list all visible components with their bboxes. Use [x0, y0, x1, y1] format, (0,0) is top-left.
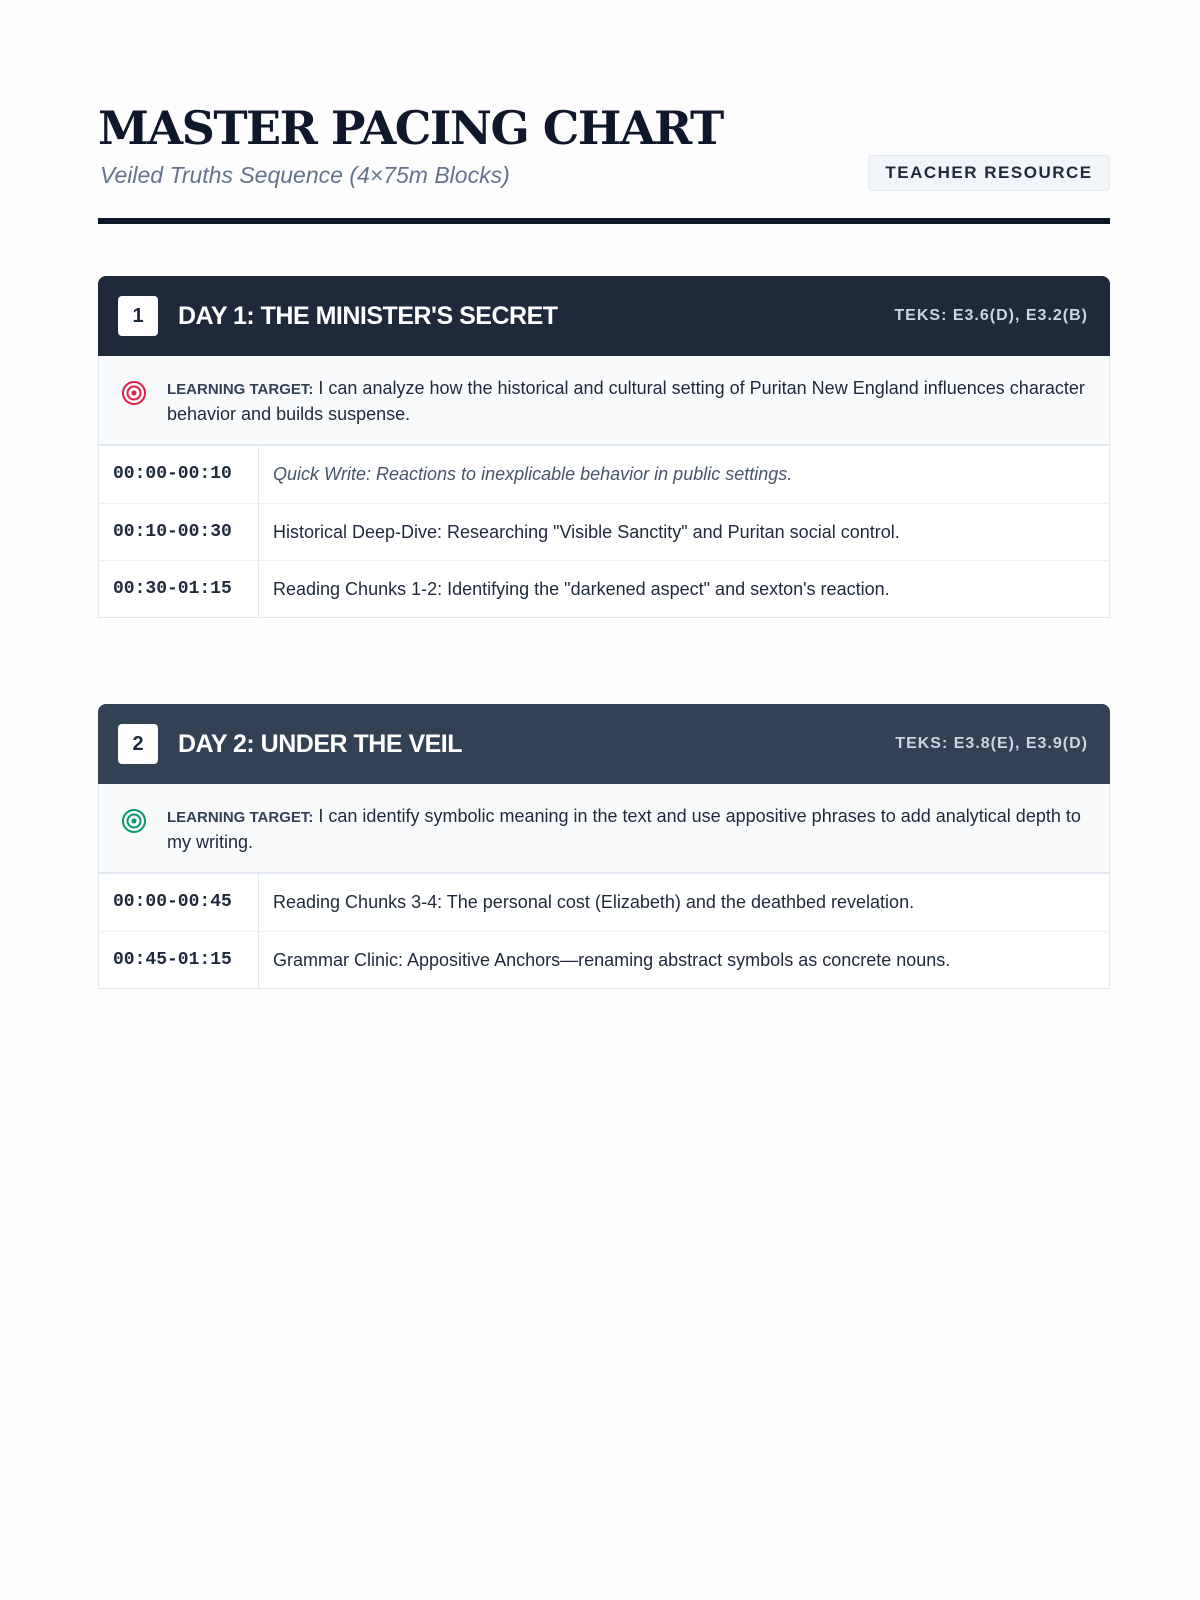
learning-target [98, 356, 1110, 446]
learning-target-label: LEARNING TARGET: [167, 809, 314, 826]
table-row [99, 446, 1109, 503]
table-row [99, 931, 1109, 988]
teacher-resource-badge: TEACHER RESOURCE [868, 155, 1110, 191]
table-row [99, 874, 1109, 931]
page [98, 0, 1110, 970]
header-divider [98, 218, 1110, 224]
learning-target-text [167, 804, 1087, 854]
table-row [99, 560, 1109, 617]
day-2-header [98, 704, 1110, 784]
time-range: 00:00-00:10 [99, 446, 259, 503]
time-range: 00:00-00:45 [99, 874, 259, 931]
day-title: DAY 2: UNDER THE VEIL [178, 730, 463, 758]
schedule-table [98, 446, 1110, 618]
activity-description: Grammar Clinic: Appositive Anchors—renaming abstract symbols as concrete nouns. [273, 950, 951, 970]
learning-target-label: LEARNING TARGET: [167, 381, 314, 398]
activity-description: Quick Write: Reactions to inexplicable behavior in public settings. [273, 464, 793, 484]
day-1-header [98, 276, 1110, 356]
page-title: MASTER PACING CHART [98, 101, 723, 155]
page-subtitle: Veiled Truths Sequence (4×75m Blocks) [100, 162, 510, 188]
learning-target-statement: I can analyze how the historical and cultural setting of Puritan New England influences character behavior and builds suspense. [167, 378, 1085, 424]
activity-description: Reading Chunks 3-4: The personal cost (Elizabeth) and the deathbed revelation. [273, 892, 915, 912]
time-range: 00:10-00:30 [99, 504, 259, 560]
learning-target [98, 784, 1110, 874]
learning-target-statement: I can identify symbolic meaning in the text and use appositive phrases to add analytical depth to my writing. [167, 806, 1081, 852]
day-1-card [98, 276, 1110, 618]
table-row [99, 503, 1109, 560]
time-range: 00:30-01:15 [99, 561, 259, 617]
activity-description: Historical Deep-Dive: Researching "Visible Sanctity" and Puritan social control. [273, 522, 900, 542]
day-2-card [98, 704, 1110, 989]
teks-standards: TEKS: E3.6(D), E3.2(B) [894, 307, 1088, 324]
page-header [98, 0, 1110, 226]
day-number-badge: 2 [118, 724, 158, 764]
learning-target-text [167, 376, 1087, 426]
time-range: 00:45-01:15 [99, 932, 259, 988]
target-icon [121, 808, 147, 834]
schedule-table [98, 874, 1110, 989]
activity-description: Reading Chunks 1-2: Identifying the "darkened aspect" and sexton's reaction. [273, 579, 890, 599]
day-title: DAY 1: THE MINISTER'S SECRET [178, 302, 558, 330]
day-number-badge: 1 [118, 296, 158, 336]
target-icon [121, 380, 147, 406]
teks-standards: TEKS: E3.8(E), E3.9(D) [895, 735, 1088, 752]
